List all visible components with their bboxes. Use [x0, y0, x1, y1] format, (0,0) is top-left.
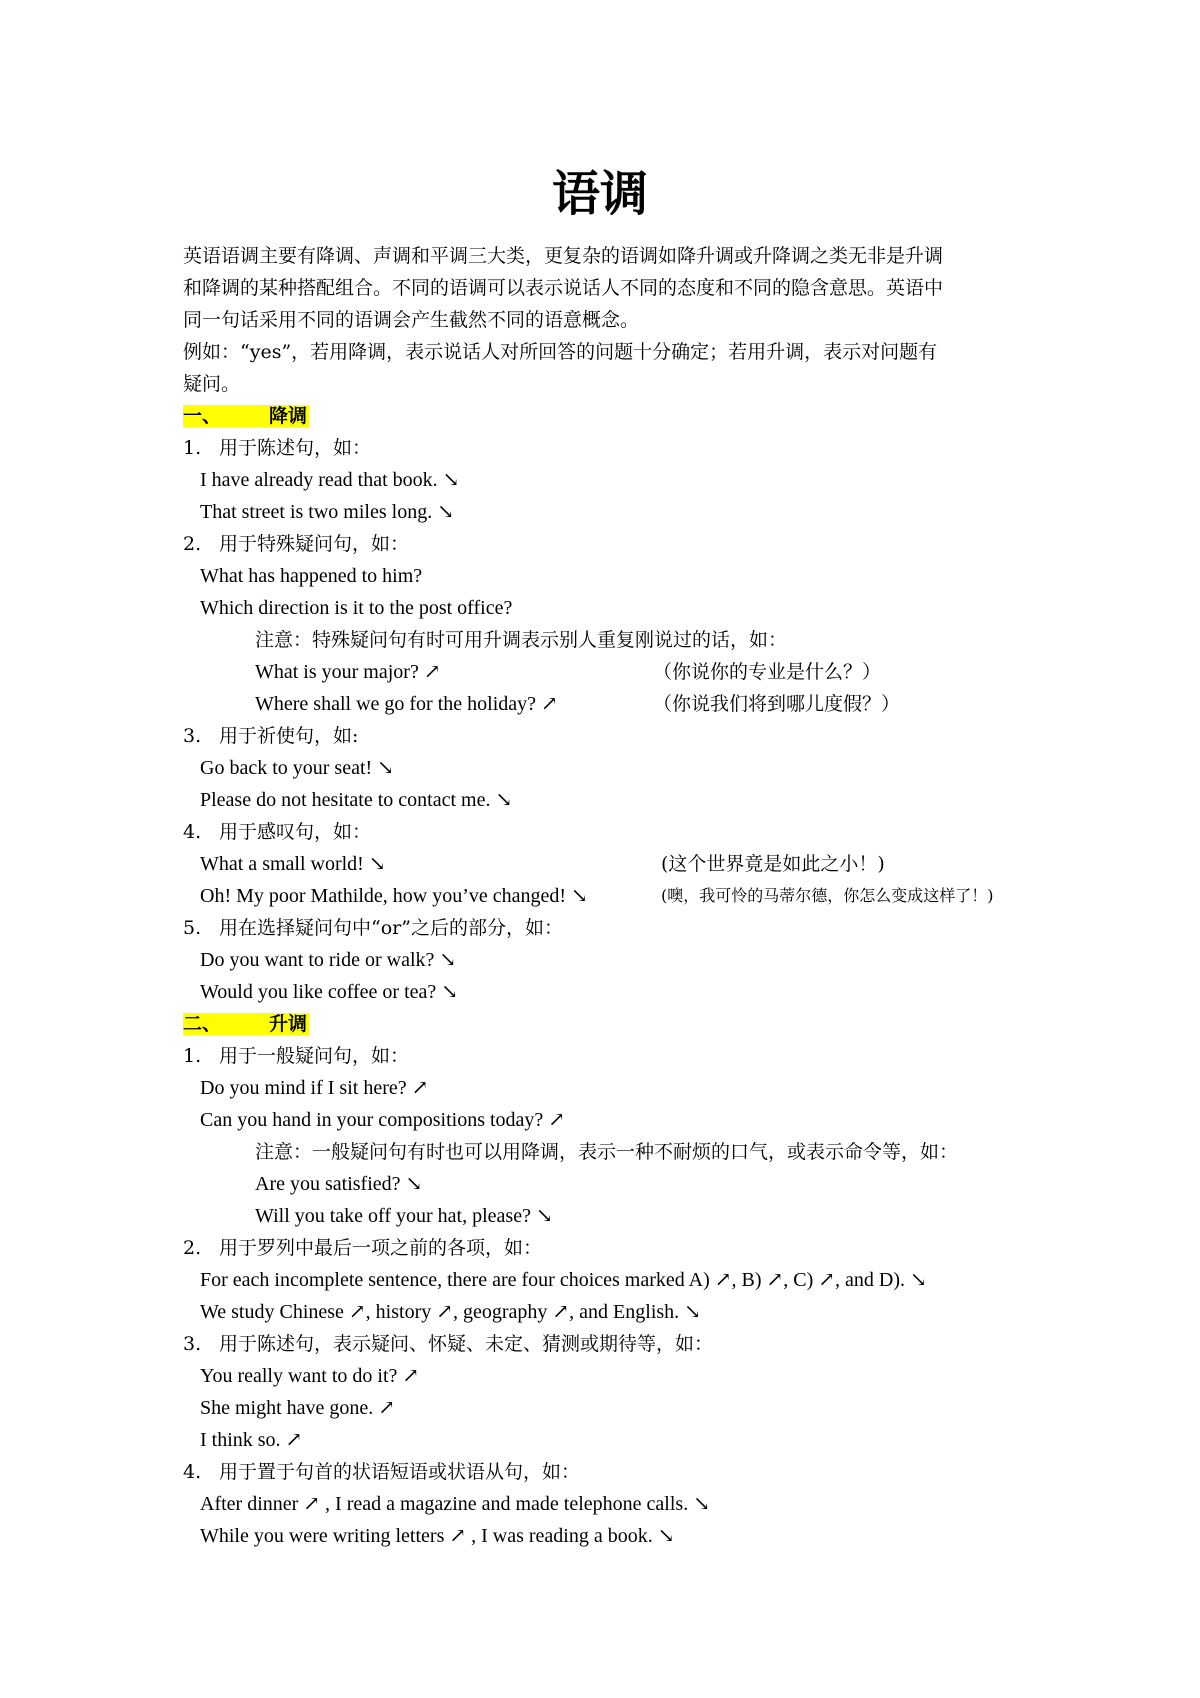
note: 注意：特殊疑问句有时可用升调表示别人重复刚说过的话，如：: [255, 629, 788, 651]
example-sentence: That street is two miles long. ↘: [200, 501, 454, 523]
intro-line: 英语语调主要有降调、声调和平调三大类，更复杂的语调如降升调或升降调之类无非是升调: [183, 245, 944, 267]
example-sentence: She might have gone. ↗: [200, 1397, 396, 1419]
note-example: Are you satisfied? ↘: [255, 1173, 423, 1195]
list-item: 3. 用于祈使句，如:: [183, 725, 359, 747]
page-title: 语调: [551, 166, 648, 222]
section-heading-rising: [183, 1008, 1023, 1040]
example-sentence: Please do not hesitate to contact me. ↘: [200, 789, 513, 811]
list-item: 1. 用于陈述句，如：: [183, 437, 372, 459]
example-sentence: I have already read that book. ↘: [200, 469, 460, 491]
intro-line: 和降调的某种搭配组合。不同的语调可以表示说话人不同的态度和不同的隐含意思。英语中: [183, 277, 944, 299]
translation: (噢，我可怜的马蒂尔德，你怎么变成这样了！): [661, 886, 994, 905]
translation: （你说你的专业是什么？）: [653, 661, 882, 683]
example-sentence: Do you mind if I sit here? ↗: [200, 1077, 429, 1099]
list-item: 5. 用在选择疑问句中“or”之后的部分，如：: [183, 917, 563, 939]
section-title: 降调: [269, 405, 308, 427]
note-example: Will you take off your hat, please? ↘: [255, 1205, 553, 1227]
section-heading-falling: [183, 400, 1023, 432]
translation: （你说我们将到哪儿度假？）: [653, 693, 901, 715]
list-item: 4. 用于置于句首的状语短语或状语从句，如：: [183, 1461, 581, 1483]
example-sentence: After dinner ↗ , I read a magazine and made telephone calls. ↘: [200, 1493, 710, 1515]
section-title: 升调: [269, 1013, 308, 1035]
example-sentence: While you were writing letters ↗ , I was reading a book. ↘: [200, 1525, 675, 1547]
example-sentence: Go back to your seat! ↘: [200, 757, 394, 779]
list-item: 1. 用于一般疑问句，如：: [183, 1045, 410, 1067]
example-sentence: Can you hand in your compositions today? ↗: [200, 1109, 566, 1131]
example-sentence: Would you like coffee or tea? ↘: [200, 981, 459, 1003]
note: 注意：一般疑问句有时也可以用降调，表示一种不耐烦的口气，或表示命令等，如：: [255, 1141, 959, 1163]
list-item: 2. 用于特殊疑问句，如：: [183, 533, 410, 555]
list-item: 2. 用于罗列中最后一项之前的各项，如：: [183, 1237, 543, 1259]
list-item: 4. 用于感叹句，如：: [183, 821, 372, 843]
example-sentence: Oh! My poor Mathilde, how you’ve changed! ↘ (噢，我可怜的马蒂尔德，你怎么变成这样了！): [183, 880, 1023, 912]
example-sentence: What a small world! ↘ (这个世界竟是如此之小！): [183, 848, 1023, 880]
example-sentence: We study Chinese ↗, history ↗, geography ↗, and English. ↘: [200, 1301, 701, 1323]
note-example: What is your major? ↗ （你说你的专业是什么？）: [183, 656, 1023, 688]
example-sentence: Do you want to ride or walk? ↘: [200, 949, 457, 971]
intro-line: 例如：“yes”，若用降调，表示说话人对所回答的问题十分确定；若用升调，表示对问题有: [183, 341, 938, 363]
note-example: Where shall we go for the holiday? ↗ （你说我们将到哪儿度假？）: [183, 688, 1023, 720]
example-sentence: I think so. ↗: [200, 1429, 303, 1451]
section-number: 二、: [183, 1013, 222, 1035]
document-body: [183, 240, 1023, 1552]
example-sentence: For each incomplete sentence, there are four choices marked A) ↗, B) ↗, C) ↗, and D). ↘: [200, 1269, 927, 1291]
list-item: 3. 用于陈述句，表示疑问、怀疑、未定、猜测或期待等，如：: [183, 1333, 714, 1355]
section-number: 一、: [183, 405, 222, 427]
example-sentence: What has happened to him?: [200, 565, 423, 587]
translation: (这个世界竟是如此之小！): [661, 853, 885, 875]
intro-line: 疑问。: [183, 373, 241, 395]
intro-line: 同一句话采用不同的语调会产生截然不同的语意概念。: [183, 309, 640, 331]
example-sentence: Which direction is it to the post office?: [200, 597, 513, 619]
example-sentence: You really want to do it? ↗: [200, 1365, 420, 1387]
